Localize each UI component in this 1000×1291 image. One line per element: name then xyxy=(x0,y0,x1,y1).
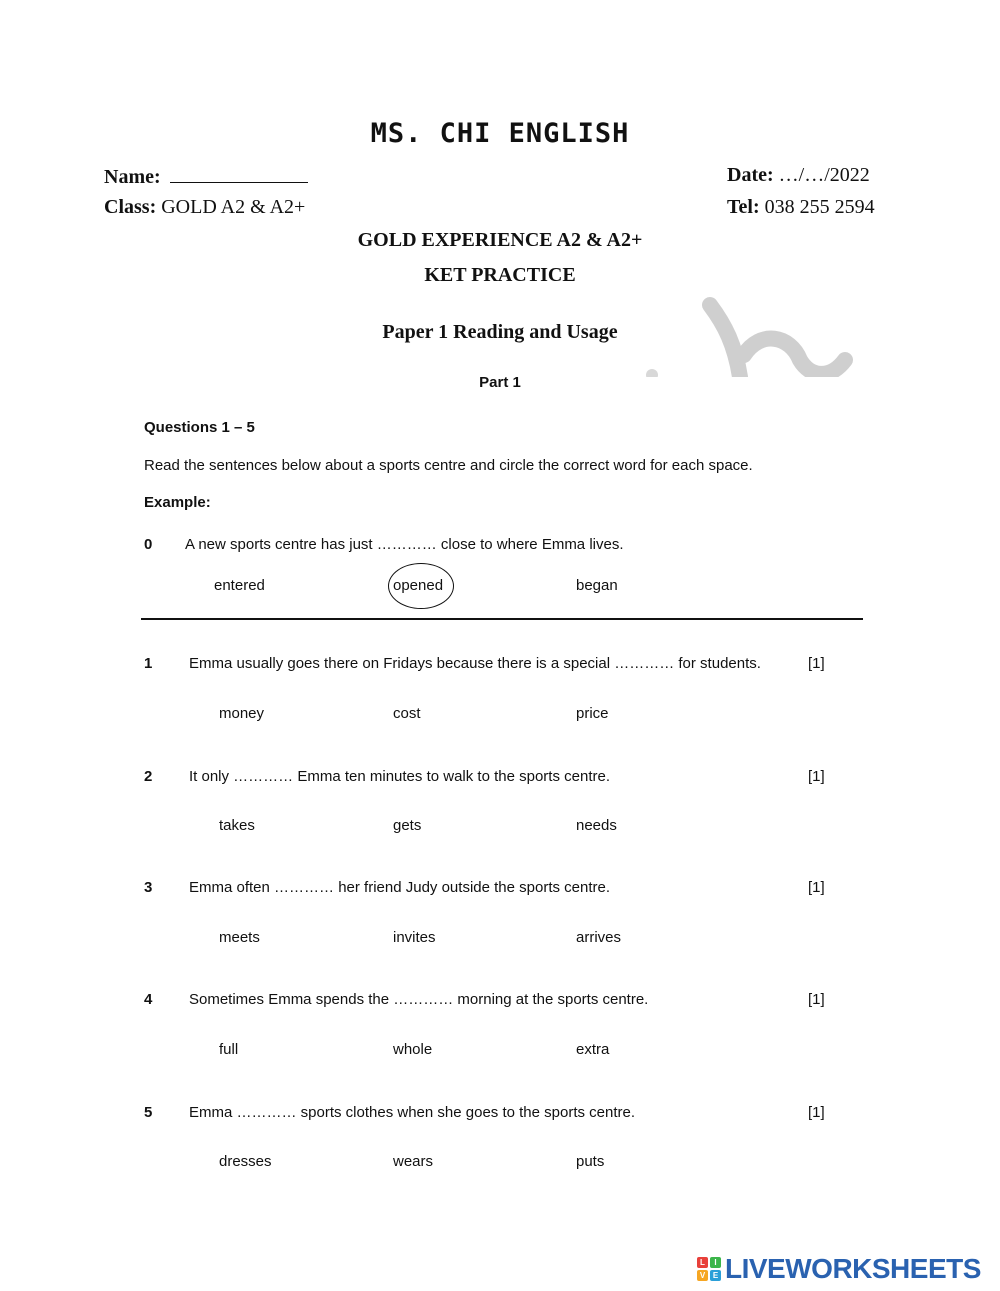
question-number: 5 xyxy=(144,1104,153,1121)
paper-title: Paper 1 Reading and Usage xyxy=(382,321,618,343)
option[interactable]: meets xyxy=(219,929,260,946)
option[interactable]: money xyxy=(219,705,265,722)
logo-block: V xyxy=(697,1270,708,1281)
option[interactable]: takes xyxy=(219,817,255,834)
watermark-logo xyxy=(640,285,870,377)
option[interactable]: gets xyxy=(393,817,422,834)
tel-value: 038 255 2594 xyxy=(764,196,875,218)
option[interactable]: cost xyxy=(393,705,421,722)
tel-row xyxy=(727,196,875,219)
example-option: began xyxy=(576,577,618,594)
date-row xyxy=(727,164,870,187)
option[interactable]: full xyxy=(219,1041,239,1058)
answer-circle xyxy=(388,563,454,609)
option[interactable]: puts xyxy=(576,1153,605,1170)
part-title: Part 1 xyxy=(479,374,521,391)
option[interactable]: wears xyxy=(393,1153,434,1170)
question-text: Emma usually goes there on Fridays because there is a special ………… for students. xyxy=(189,655,761,672)
option[interactable]: invites xyxy=(393,929,436,946)
test-title: KET PRACTICE xyxy=(424,264,576,286)
book-title: GOLD EXPERIENCE A2 & A2+ xyxy=(357,229,643,251)
date-value: …/…/2022 xyxy=(778,164,870,186)
option[interactable]: price xyxy=(576,705,609,722)
question-text: Sometimes Emma spends the ………… morning at the sports centre. xyxy=(189,991,649,1008)
date-label: Date: xyxy=(727,164,774,186)
instructions: Read the sentences below about a sports centre and circle the correct word for each space. xyxy=(144,457,753,474)
class-value: GOLD A2 & A2+ xyxy=(161,196,306,218)
name-label: Name: xyxy=(104,166,161,188)
option[interactable]: whole xyxy=(393,1041,433,1058)
logo-block: E xyxy=(710,1270,721,1281)
example-number: 0 xyxy=(144,536,153,553)
liveworksheets-logo[interactable] xyxy=(697,1253,981,1285)
question-mark: [1] xyxy=(808,879,825,896)
question-text: It only ………… Emma ten minutes to walk to the sports centre. xyxy=(189,768,610,785)
school-title: MS. CHI ENGLISH xyxy=(370,118,630,149)
question-mark: [1] xyxy=(808,991,825,1008)
option[interactable]: extra xyxy=(576,1041,610,1058)
question-mark: [1] xyxy=(808,1104,825,1121)
class-row xyxy=(104,196,305,219)
example-label: Example: xyxy=(144,494,211,511)
example-text: A new sports centre has just ………… close to where Emma lives. xyxy=(185,536,624,553)
question-text: Emma often ………… her friend Judy outside the sports centre. xyxy=(189,879,611,896)
question-number: 4 xyxy=(144,991,153,1008)
name-row xyxy=(104,164,308,189)
brand-name: LIVEWORKSHEETS xyxy=(725,1253,981,1284)
logo-block: L xyxy=(697,1257,708,1268)
example-option-answer: opened xyxy=(393,577,444,594)
question-text: Emma ………… sports clothes when she goes to the sports centre. xyxy=(189,1104,636,1121)
logo-blocks-icon xyxy=(697,1257,721,1281)
option[interactable]: arrives xyxy=(576,929,622,946)
question-number: 3 xyxy=(144,879,153,896)
logo-block: I xyxy=(710,1257,721,1268)
example-option: entered xyxy=(214,577,265,594)
question-mark: [1] xyxy=(808,768,825,785)
class-label: Class: xyxy=(104,196,157,218)
option[interactable]: needs xyxy=(576,817,617,834)
divider xyxy=(141,618,863,620)
tel-label: Tel: xyxy=(727,196,760,218)
question-number: 1 xyxy=(144,655,153,672)
question-number: 2 xyxy=(144,768,153,785)
question-mark: [1] xyxy=(808,655,825,672)
option[interactable]: dresses xyxy=(219,1153,272,1170)
questions-range: Questions 1 – 5 xyxy=(144,419,255,436)
name-blank[interactable] xyxy=(170,164,308,183)
